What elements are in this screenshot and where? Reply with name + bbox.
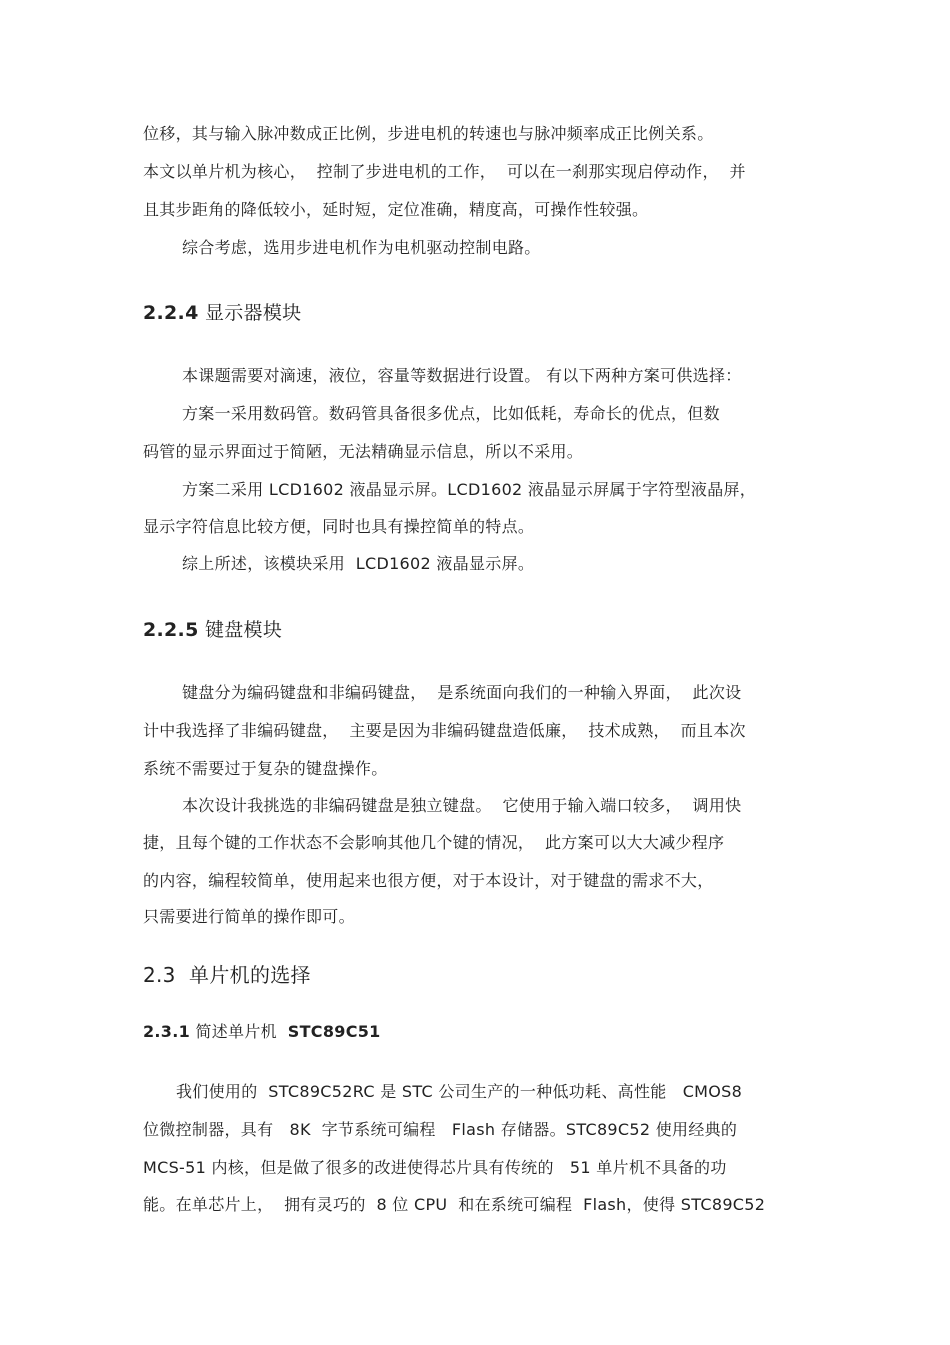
paragraph-line: 方案一采用数码管。数码管具备很多优点，比如低耗，寿命长的优点，但数 — [182, 404, 720, 423]
paragraph-line: 能。在单芯片上， 拥有灵巧的 8 位 CPU 和在系统可编程 Flash，使得 STC89C52 — [143, 1195, 766, 1214]
paragraph-line: 综合考虑，选用步进电机作为电机驱动控制电路。 — [182, 238, 541, 257]
section-heading-2-3 — [143, 962, 813, 988]
section-title: 显示器模块 — [204, 302, 302, 324]
section-heading-2-3-1 — [143, 1022, 813, 1042]
section-title: 单片机的选择 — [189, 963, 311, 987]
paragraph-line: 方案二采用 LCD1602 液晶显示屏。LCD1602 液晶显示屏属于字符型液晶屏， — [182, 480, 757, 499]
section-number: 2.3.1 — [143, 1022, 191, 1041]
paragraph-line: 本文以单片机为核心， 控制了步进电机的工作， 可以在一刹那实现启停动作， 并 — [143, 162, 746, 181]
paragraph-line: 系统不需要过于复杂的键盘操作。 — [143, 759, 388, 778]
paragraph-line: 本次设计我挑选的非编码键盘是独立键盘。 它使用于输入端口较多， 调用快 — [182, 796, 742, 815]
paragraph-line: 本课题需要对滴速，液位，容量等数据进行设置。 有以下两种方案可供选择： — [182, 366, 742, 385]
paragraph-line: 码管的显示界面过于简陋，无法精确显示信息，所以不采用。 — [143, 442, 584, 461]
paragraph-line: 显示字符信息比较方便，同时也具有操控简单的特点。 — [143, 517, 535, 536]
paragraph-line: 且其步距角的降低较小，延时短，定位准确，精度高，可操作性较强。 — [143, 200, 649, 219]
paragraph-line: 位移，其与输入脉冲数成正比例，步进电机的转速也与脉冲频率成正比例关系。 — [143, 124, 714, 143]
paragraph-line: 捷，且每个键的工作状态不会影响其他几个键的情况， 此方案可以大大减少程序 — [143, 833, 725, 852]
paragraph-line: 位微控制器，具有 8K 字节系统可编程 Flash 存储器。STC89C52 使用经典的 — [143, 1120, 738, 1139]
section-number: 2.2.4 — [143, 302, 199, 324]
paragraph-line: 计中我选择了非编码键盘， 主要是因为非编码键盘造低廉， 技术成熟， 而且本次 — [143, 721, 746, 740]
paragraph-line: 键盘分为编码键盘和非编码键盘， 是系统面向我们的一种输入界面， 此次设 — [182, 683, 742, 702]
section-heading-2-2-5 — [143, 618, 813, 642]
section-number: 2.3 — [143, 963, 176, 987]
paragraph-line: 的内容，编程较简单，使用起来也很方便，对于本设计，对于键盘的需求不大， — [143, 871, 714, 890]
section-title: 简述单片机 — [195, 1022, 277, 1041]
paragraph-line: 我们使用的 STC89C52RC 是 STC 公司生产的一种低功耗、高性能 CMOS8 — [176, 1082, 743, 1101]
section-heading-2-2-4 — [143, 301, 813, 325]
section-title: 键盘模块 — [204, 619, 283, 641]
section-number: 2.2.5 — [143, 619, 199, 641]
paragraph-line: 综上所述，该模块采用 LCD1602 液晶显示屏。 — [182, 554, 535, 573]
paragraph-line: 只需要进行简单的操作即可。 — [143, 907, 355, 926]
paragraph-line: MCS-51 内核，但是做了很多的改进使得芯片具有传统的 51 单片机不具备的功 — [143, 1158, 727, 1177]
section-title-bold: STC89C51 — [287, 1022, 381, 1041]
